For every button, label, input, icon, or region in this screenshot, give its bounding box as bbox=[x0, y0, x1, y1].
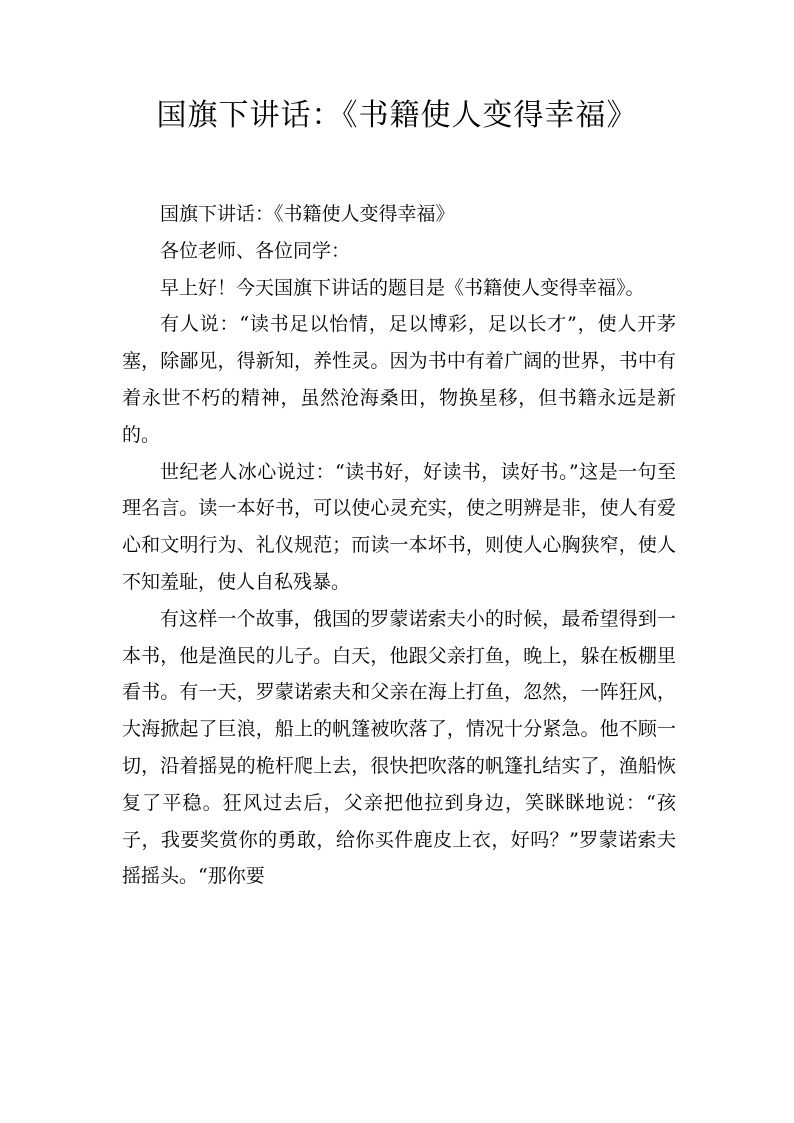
document-body bbox=[122, 196, 676, 895]
paragraph: 国旗下讲话：《书籍使人变得幸福》 bbox=[160, 203, 455, 225]
paragraph: 有人说：“读书足以怡情，足以博彩，足以长才”，使人开茅塞，除鄙见，得新知，养性灵。因为书中有着广阔的世界，书中有着永世不朽的精神，虽然沧海桑田，物换星移，但书籍永远是新的。 bbox=[122, 313, 676, 446]
paragraph: 各位老师、各位同学： bbox=[160, 239, 351, 262]
paragraph: 世纪老人冰心说过：“读书好，好读书，读好书。”这是一句至理名言。读一本好书，可以使心灵充实，使之明辨是非，使人有爱心和文明行为、礼仪规范；而读一本坏书，则使人心胸狭窄，使人不知羞耻，使人自私残暴。 bbox=[122, 460, 676, 593]
document-title: 国旗下讲话：《书籍使人变得幸福》 bbox=[156, 98, 638, 133]
paragraph: 有这样一个故事，俄国的罗蒙诺索夫小的时候，最希望得到一本书，他是渔民的儿子。白天，他跟父亲打鱼，晚上，躲在板棚里看书。有一天，罗蒙诺索夫和父亲在海上打鱼，忽然，一阵狂风，大海掀起了巨浪，船上的帆篷被吹落了，情况十分紧急。他不顾一切，沿着摇晃的桅杆爬上去，很快把吹落的帆篷扎结实了，渔船恢复了平稳。狂风过去后，父亲把他拉到身边，笑眯眯地说：“孩子，我要奖赏你的勇敢，给你买件鹿皮上衣，好吗？”罗蒙诺索夫摇摇头。“那你要 bbox=[122, 607, 676, 888]
paragraph: 早上好！今天国旗下讲话的题目是《书籍使人变得幸福》。 bbox=[160, 276, 645, 299]
